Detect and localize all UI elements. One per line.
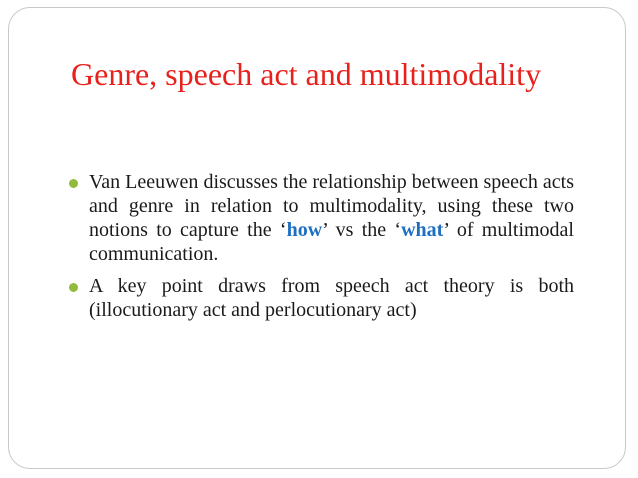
bullet-1-text-end: ’ of multimodal communication. [89, 219, 574, 265]
bullet-dot-icon [69, 283, 78, 292]
bullet-dot-icon [69, 179, 78, 188]
bullet-1-text-middle: ’ vs the ‘ [322, 219, 402, 241]
slide-title: Genre, speech act and multimodality [71, 56, 542, 92]
bullet-1-emphasis-how: how [286, 219, 323, 241]
bullet-list [68, 170, 574, 330]
bullet-1-text-start: Van Leeuwen discusses the relationship between speech acts and genre in relation to multimodality, using these two notions to capture the ‘ [89, 171, 574, 241]
bullet-item-1 [68, 170, 574, 266]
bullet-1-emphasis-what: what [401, 219, 444, 241]
bullet-item-2 [68, 274, 574, 322]
bullet-2-text: A key point draws from speech act theory is both (illocutionary act and perlocutionary act) [89, 275, 574, 321]
